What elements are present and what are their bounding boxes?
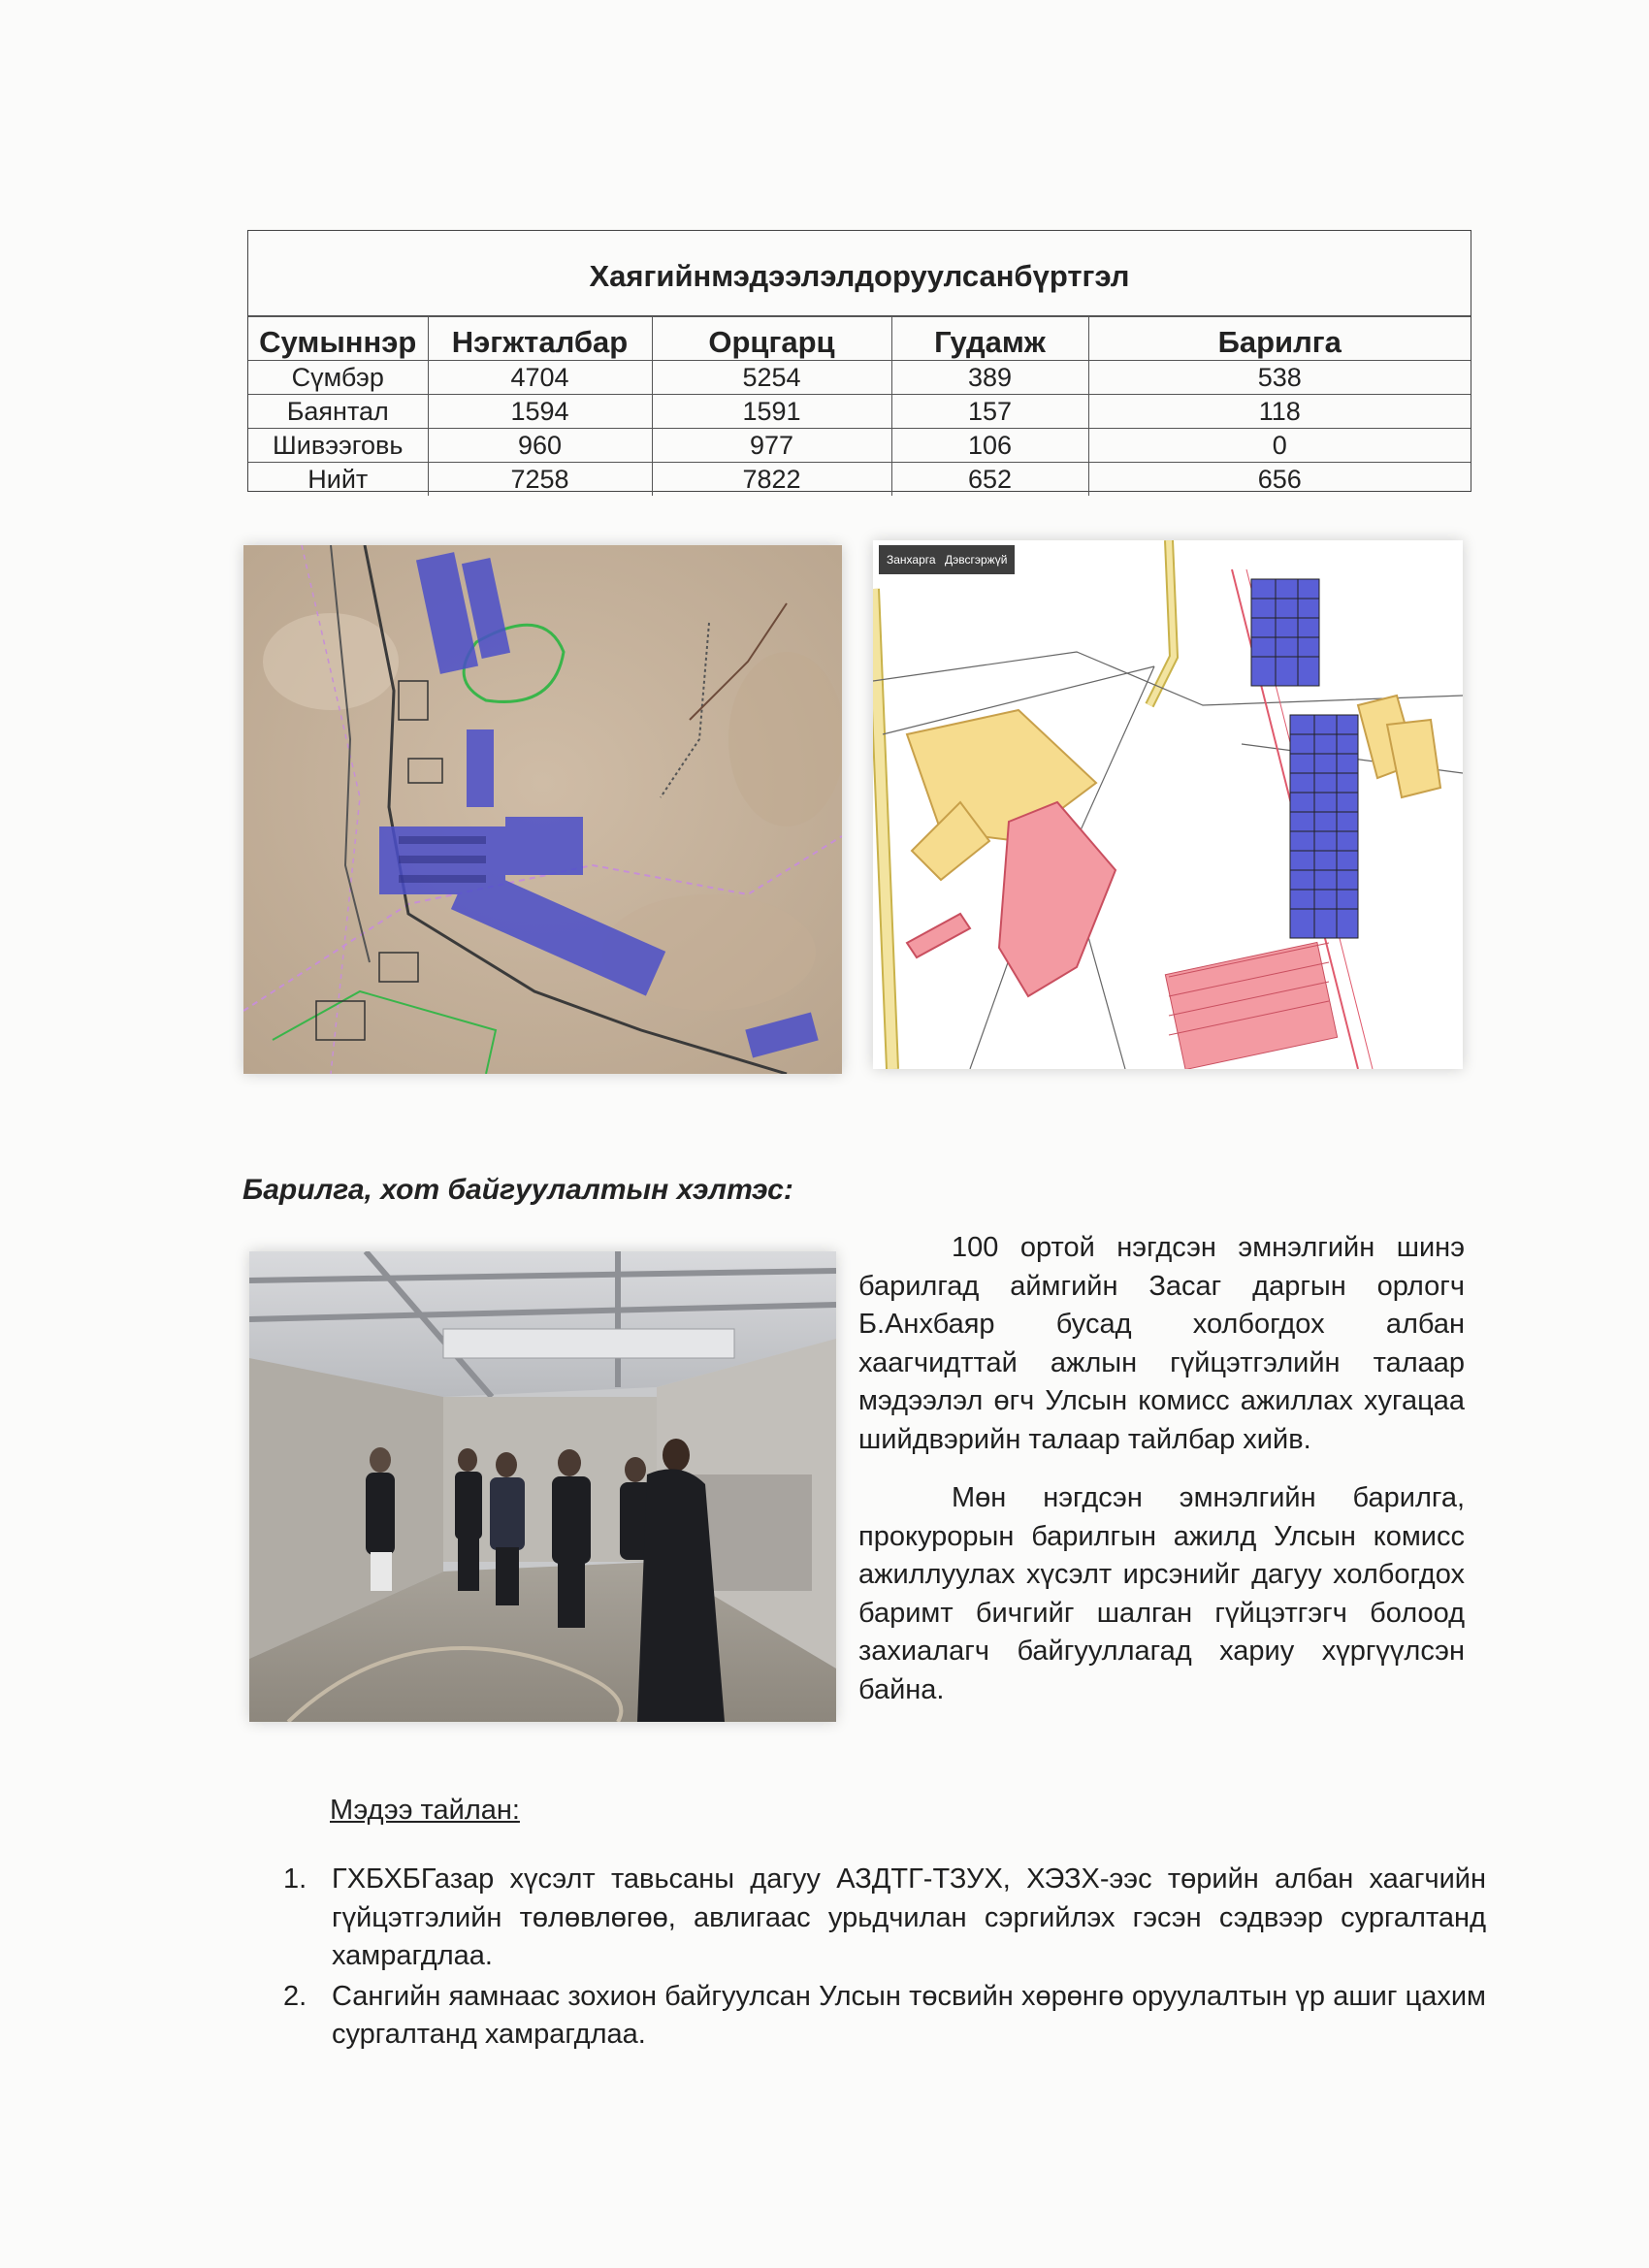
table-cell: Нийт: [248, 463, 428, 497]
table-cell: 7258: [428, 463, 652, 497]
table-cell: 1591: [652, 395, 891, 429]
table-cell: 157: [891, 395, 1088, 429]
column-header: Орцгарц: [652, 317, 891, 361]
table-cell: 652: [891, 463, 1088, 497]
table-grid: [248, 316, 1471, 496]
table-cell: 960: [428, 429, 652, 463]
section-heading: Барилга, хот байгуулалтын хэлтэс:: [242, 1174, 793, 1206]
column-header: Гудамж: [891, 317, 1088, 361]
report-list: [274, 1861, 1486, 2057]
list-item: [274, 1978, 1486, 2055]
map-tab-2: Дэвсгэржүй: [937, 545, 1015, 574]
list-item-text: Сангийн яамнаас зохион байгуулсан Улсын төсвийн хөрөнгө оруулалтын үр ашиг цахим сургалтанд хамрагдлаа.: [332, 1980, 1486, 2050]
table-cell: 656: [1088, 463, 1471, 497]
paragraph-state-commission: Мөн нэгдсэн эмнэлгийн барилга, прокурорын барилгын ажилд Улсын комисс ажиллуулах хүсэлт ирсэнийг дагуу холбогдох баримт бичгийг шалган гүйцэтгэгч болоод захиалагч байгууллагад хариу хүргүүлсэн байна.: [858, 1482, 1465, 1705]
satellite-map-drawing: [243, 545, 842, 1074]
table-cell: Шивээговь: [248, 429, 428, 463]
report-heading: Мэдээ тайлан:: [330, 1795, 520, 1826]
table-cell: 7822: [652, 463, 891, 497]
table-cell: 0: [1088, 429, 1471, 463]
list-item-text: ГХБХБГазар хүсэлт тавьсаны дагуу АЗДТГ-ТЗУХ, ХЭЗХ-ээс төрийн албан хаагчийн гүйцэтгэлийн төлөвлөгөө, авлигаас урьдчилан сэргийлэх гэсэн сэдвээр сургалтанд хамрагдлаа.: [332, 1863, 1486, 1971]
cadastral-map-image: [873, 540, 1463, 1069]
cadastral-map-drawing: [873, 540, 1463, 1069]
table-cell: 977: [652, 429, 891, 463]
column-header: Барилга: [1088, 317, 1471, 361]
paragraph-hospital-building: 100 ортой нэгдсэн эмнэлгийн шинэ барилгад аймгийн Засаг даргын орлогч Б.Анхбаяр бусад холбогдох албан хаагчидттай ажлын гүйцэтгэлийн талаар мэдээлэл өгч Улсын комисс ажиллах хугацаа шийдвэрийн талаар тайлбар хийв.: [858, 1232, 1465, 1455]
table-row-total: [248, 463, 1471, 497]
table-row: [248, 361, 1471, 395]
table-cell: 4704: [428, 361, 652, 395]
table-cell: 538: [1088, 361, 1471, 395]
list-item-number: 1.: [283, 1863, 307, 1895]
table-cell: Сүмбэр: [248, 361, 428, 395]
table-title: Хаягийнмэдээлэлдоруулсанбүртгэл: [248, 231, 1471, 316]
table-row: [248, 429, 1471, 463]
column-header: Сумыннэр: [248, 317, 428, 361]
table-row: [248, 395, 1471, 429]
column-header: Нэгжталбар: [428, 317, 652, 361]
map-tab-1: Занхарга: [879, 545, 944, 574]
address-registry-table: [247, 230, 1471, 492]
construction-site-photo: [249, 1251, 836, 1722]
table-cell: 106: [891, 429, 1088, 463]
table-cell: 5254: [652, 361, 891, 395]
list-item-number: 2.: [283, 1980, 307, 2012]
table-cell: Баянтал: [248, 395, 428, 429]
table-cell: 389: [891, 361, 1088, 395]
table-cell: 1594: [428, 395, 652, 429]
satellite-map-image: [243, 545, 842, 1074]
list-item: [274, 1861, 1486, 1976]
site-photo-drawing: [249, 1251, 836, 1722]
table-header-row: [248, 317, 1471, 361]
table-cell: 118: [1088, 395, 1471, 429]
